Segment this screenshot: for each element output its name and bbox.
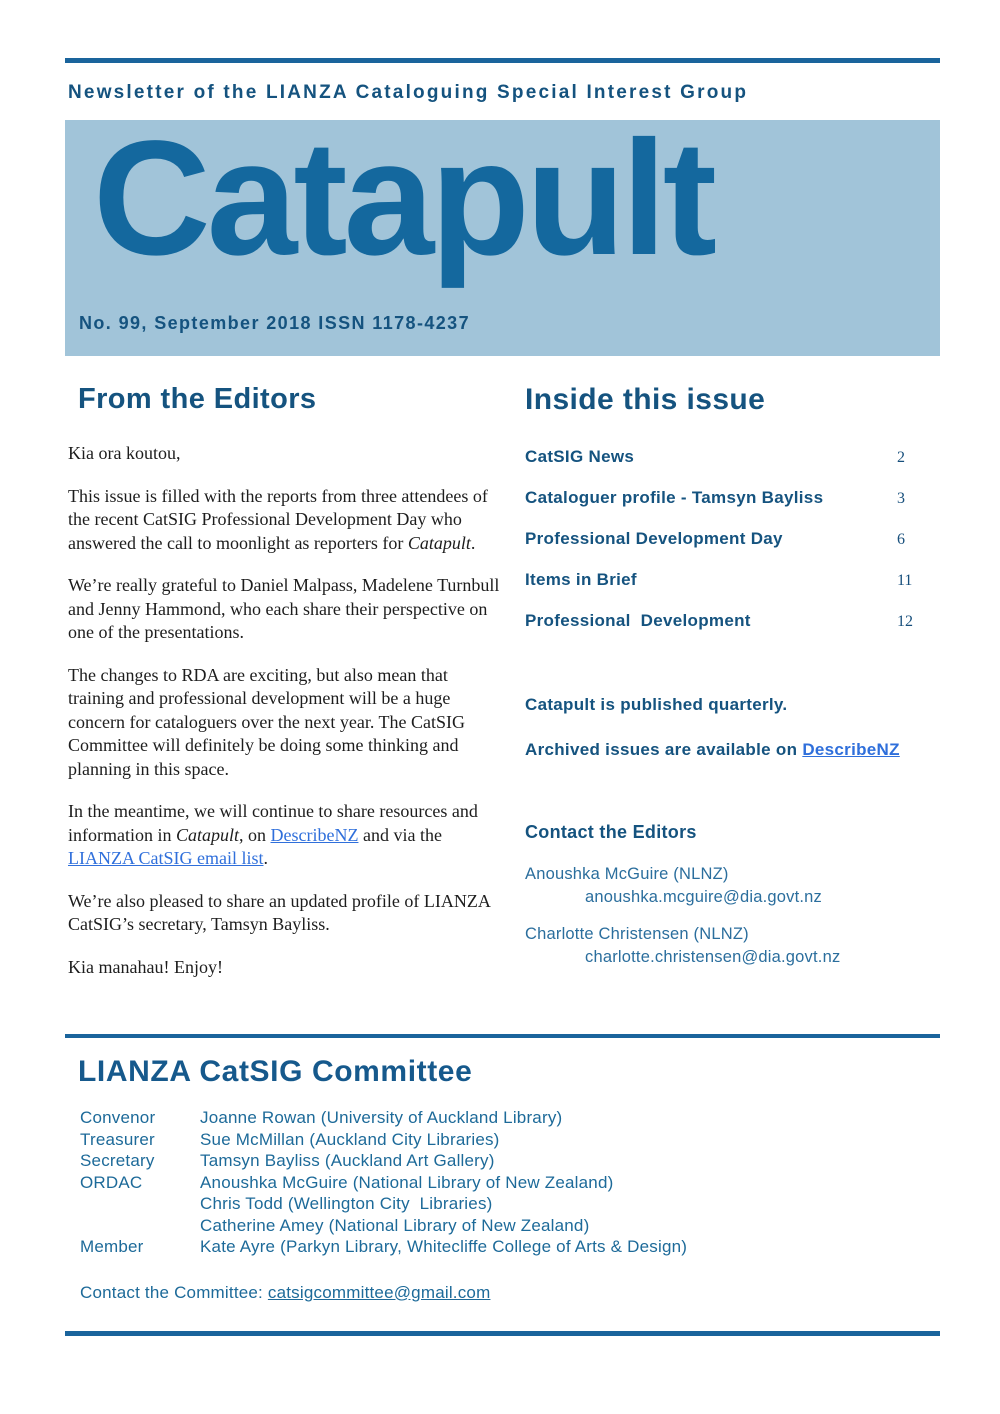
text-run: Archived issues are available on — [525, 740, 803, 759]
from-the-editors-heading: From the Editors — [78, 383, 317, 415]
committee-member-name: Joanne Rowan (University of Auckland Library) — [200, 1108, 563, 1127]
body-paragraph — [68, 664, 504, 782]
newsletter-title: Catapult — [93, 106, 713, 289]
text-run: and via the — [358, 824, 442, 845]
bottom-divider-rule — [65, 1331, 940, 1336]
toc-entry[interactable] — [525, 488, 940, 508]
committee-section — [65, 1055, 940, 1303]
issue-info-column — [525, 383, 940, 998]
committee-member-name: Anoushka McGuire (National Library of New Zealand) — [200, 1172, 614, 1192]
toc-entry-label: Items in Brief — [525, 570, 637, 589]
toc-entry-page-number: 6 — [897, 531, 905, 548]
committee-contact-line — [80, 1283, 940, 1303]
toc-entry-page-number: 3 — [897, 490, 905, 507]
text-run: Kia ora koutou, — [68, 443, 181, 463]
body-paragraph — [68, 442, 504, 466]
masthead-banner — [65, 106, 940, 356]
italic-text: Catapult — [407, 532, 471, 553]
committee-contact-prefix: Contact the Committee: — [80, 1282, 268, 1302]
toc-entry-label: CatSIG News — [525, 447, 635, 466]
committee-heading: LIANZA CatSIG Committee — [78, 1055, 473, 1088]
committee-member-name: Kate Ayre (Parkyn Library, Whitecliffe College of Arts & Design) — [200, 1237, 688, 1256]
issue-line: No. 99, September 2018 ISSN 1178-4237 — [79, 313, 470, 333]
committee-role: Member — [80, 1237, 144, 1256]
body-paragraph — [68, 800, 504, 871]
text-run: In the meantime, we will continue to share resources and information in — [68, 801, 478, 845]
toc-entry-page-number: 11 — [897, 572, 913, 589]
editor-name: Charlotte Christensen (NLNZ) — [525, 925, 749, 943]
table-of-contents — [525, 447, 940, 631]
editor-email: anoushka.mcguire@dia.govt.nz — [585, 888, 822, 906]
committee-member-name: Chris Todd (Wellington City Libraries) — [200, 1194, 493, 1213]
contact-editors-heading: Contact the Editors — [525, 822, 697, 842]
committee-member-name: Catherine Amey (National Library of New Zealand) — [200, 1215, 590, 1235]
toc-entry-label: Professional Development Day — [525, 529, 783, 548]
body-link[interactable]: DescribeNZ — [270, 824, 359, 845]
toc-entry[interactable] — [525, 570, 940, 590]
editor-contact-block — [525, 865, 940, 907]
toc-entry-page-number: 2 — [897, 449, 905, 466]
committee-row — [80, 1129, 940, 1151]
archived-issues-note — [525, 740, 940, 760]
inside-this-issue-heading: Inside this issue — [525, 383, 766, 416]
committee-role: Secretary — [80, 1151, 155, 1170]
text-run: , on — [239, 824, 271, 845]
toc-entry-label: Professional Development — [525, 611, 751, 630]
toc-entry-label: Cataloguer profile - Tamsyn Bayliss — [525, 488, 824, 507]
committee-row — [80, 1107, 940, 1129]
committee-row — [80, 1150, 940, 1172]
published-quarterly-note: Catapult is published quarterly. — [525, 695, 788, 714]
italic-text: Catapult — [175, 824, 239, 845]
body-paragraph — [68, 485, 504, 556]
body-paragraph — [68, 890, 504, 937]
top-divider-rule — [65, 58, 940, 63]
committee-member-name: Tamsyn Bayliss (Auckland Art Gallery) — [200, 1151, 495, 1170]
committee-row — [80, 1236, 940, 1258]
editor-contact-block — [525, 925, 940, 967]
committee-role — [80, 1193, 200, 1215]
editor-email: charlotte.christensen@dia.govt.nz — [585, 948, 841, 966]
text-run: Kia manahau! Enjoy! — [68, 956, 223, 977]
committee-member-name: Sue McMillan (Auckland City Libraries) — [200, 1129, 500, 1149]
newsletter-kicker: Newsletter of the LIANZA Cataloguing Special Interest Group — [68, 82, 749, 103]
committee-member-list — [80, 1107, 940, 1258]
text-run: . — [470, 532, 476, 553]
text-run: . — [263, 848, 268, 868]
committee-row — [80, 1193, 940, 1215]
editor-contact-list — [525, 865, 940, 967]
body-link[interactable]: LIANZA CatSIG email list — [68, 848, 264, 868]
toc-entry[interactable] — [525, 447, 940, 467]
toc-entry[interactable] — [525, 611, 940, 631]
committee-role: Convenor — [80, 1108, 156, 1127]
editors-body-text — [68, 442, 504, 979]
committee-role — [80, 1215, 200, 1237]
editor-name: Anoushka McGuire (NLNZ) — [525, 865, 729, 883]
body-paragraph — [68, 574, 504, 645]
two-column-body — [68, 383, 940, 998]
committee-email-link[interactable]: catsigcommittee@gmail.com — [267, 1282, 491, 1302]
toc-entry[interactable] — [525, 529, 940, 549]
text-run: We’re really grateful to Daniel Malpass, Madelene Turnbull and Jenny Hammond, who each share their perspective on one of the presentations. — [68, 575, 500, 642]
committee-role: ORDAC — [80, 1172, 143, 1192]
toc-entry-page-number: 12 — [897, 613, 913, 630]
committee-role: Treasurer — [80, 1129, 155, 1149]
committee-divider-rule — [65, 1034, 940, 1038]
text-run: We’re also pleased to share an updated profile of LIANZA CatSIG’s secretary, Tamsyn Bayliss. — [68, 890, 490, 934]
committee-row — [80, 1172, 940, 1194]
editors-column — [68, 383, 504, 998]
body-paragraph — [68, 956, 504, 980]
body-link[interactable]: DescribeNZ — [802, 740, 900, 759]
committee-row — [80, 1215, 940, 1237]
text-run: The changes to RDA are exciting, but also mean that training and professional development will be a huge concern for cataloguers over the next year. The CatSIG Committee will definitely be doing some thinking and planning in this space. — [68, 664, 466, 779]
text-run: This issue is filled with the reports from three attendees of the recent CatSIG Professional Development Day who answered the call to moonlight as reporters for — [68, 485, 488, 553]
